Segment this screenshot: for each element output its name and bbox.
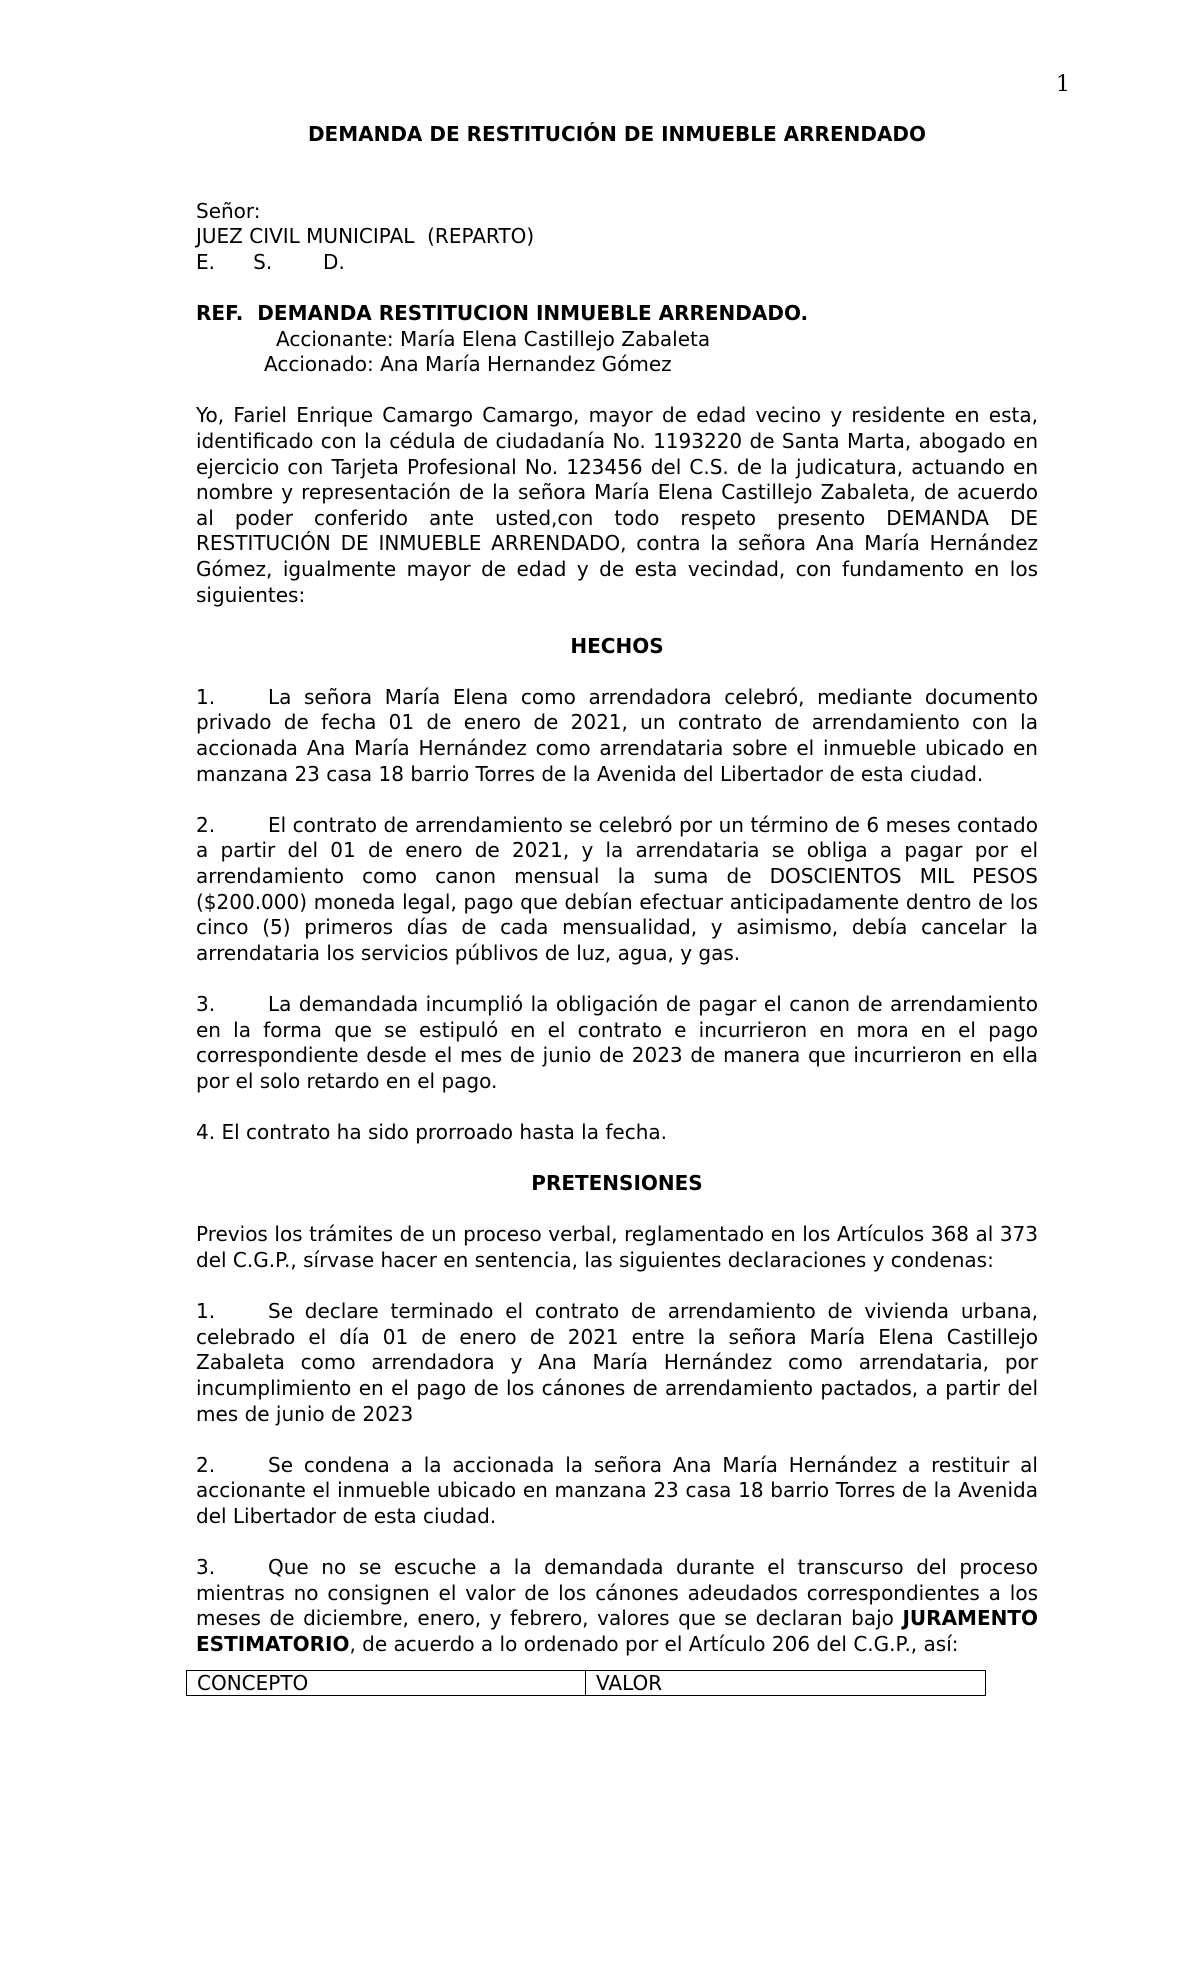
pretension-text: Se declare terminado el contrato de arrendamiento de vivienda urbana, celebrado el día 01 de enero de 2021 entre la señora María Elena Castillejo Zabaleta como arrendadora y Ana María Hernández como arrendataria, por incumplimiento en el pago de los cánones de arrendamiento pactados, a partir del mes de junio de 2023 — [196, 1299, 1038, 1426]
pretension-text-before: Que no se escuche a la demandada durante el transcurso del proceso mientras no consignen el valor de los cánones adeudados correspondientes a los meses de diciembre, enero, y febrero, valores que se declaran bajo — [196, 1555, 1038, 1631]
valores-table — [186, 1670, 986, 1696]
hechos-heading: HECHOS — [570, 633, 664, 658]
document-body — [196, 122, 1038, 1696]
table-header-valor: VALOR — [586, 1671, 986, 1696]
hechos-list — [196, 685, 1038, 1146]
hecho-item — [196, 992, 1038, 1094]
salutation: Señor: — [196, 198, 261, 223]
intro-paragraph: Yo, Fariel Enrique Camargo Camargo, mayor de edad vecino y residente en esta, identificado con la cédula de ciudadanía No. 1193220 de Santa Marta, abogado en ejercicio con Tarjeta Profesional No. 123456 del C.S. de la judicatura, actuando en nombre y representación de la señora María Elena Castillejo Zabaleta, de acuerdo al poder conferido ante usted,con todo respeto presento DEMANDA DE RESTITUCIÓN DE INMUEBLE ARRENDADO, contra la señora Ana María Hernández Gómez, igualmente mayor de edad y de esta vecindad, con fundamento en los siguientes: — [196, 403, 1038, 607]
hecho-number: 1. — [196, 684, 216, 709]
hecho-text: La demandada incumplió la obligación de pagar el canon de arrendamiento en la forma que se estipuló en el contrato e incurrieron en mora en el pago correspondiente desde el mes de junio de 2023 de manera que incurrieron en ella por el solo retardo en el pago. — [196, 992, 1038, 1093]
judge-line: JUEZ CIVIL MUNICIPAL (REPARTO) — [196, 224, 535, 249]
accionado-line: Accionado: Ana María Hernandez Gómez — [264, 352, 672, 377]
hecho-item — [196, 813, 1038, 967]
table-header-concepto: CONCEPTO — [187, 1671, 586, 1696]
document-title: DEMANDA DE RESTITUCIÓN DE INMUEBLE ARRENDADO — [307, 122, 927, 146]
table-header-row — [187, 1671, 986, 1696]
pretension-number: 1. — [196, 1299, 216, 1324]
pretension-text-after: , de acuerdo a lo ordenado por el Artículo 206 del C.G.P., así: — [349, 1631, 959, 1656]
hecho-number: 2. — [196, 812, 216, 837]
pretension-text: Se condena a la accionada la señora Ana María Hernández a restituir al accionante el inmueble ubicado en manzana 23 casa 18 barrio Torres de la Avenida del Libertador de esta ciudad. — [196, 1452, 1038, 1528]
page-number: 1 — [1056, 72, 1070, 97]
pretension-number: 2. — [196, 1452, 216, 1477]
hecho-item — [196, 1120, 1038, 1146]
hecho-text: El contrato de arrendamiento se celebró por un término de 6 meses contado a partir del 01 de enero de 2021, y la arrendataria se obliga a pagar por el arrendamiento como canon mensual la suma de DOSCIENTOS MIL PESOS ($200.000) moneda legal, pago que debían efectuar anticipadamente dentro de los cinco (5) primeros días de cada mensualidad, y asimismo, debía cancelar la arrendataria los servicios públivos de luz, agua, y gas. — [196, 812, 1038, 965]
reference-block — [196, 301, 1038, 378]
addressee-block — [196, 199, 1038, 276]
esd-line: E. S. D. — [196, 249, 345, 274]
hecho-number: 4. — [196, 1119, 216, 1144]
pretension-item — [196, 1555, 1038, 1657]
hecho-text: El contrato ha sido prorroado hasta la fecha. — [221, 1119, 667, 1144]
accionante-line: Accionante: María Elena Castillejo Zabaleta — [276, 326, 711, 351]
pretension-item — [196, 1299, 1038, 1427]
pretensiones-heading: PRETENSIONES — [531, 1171, 703, 1196]
juramento-estimatorio: JURAMENTO ESTIMATORIO — [196, 1606, 1038, 1656]
hecho-number: 3. — [196, 992, 216, 1016]
hecho-item — [196, 685, 1038, 787]
pretension-number: 3. — [196, 1555, 216, 1580]
reference-label: REF. DEMANDA RESTITUCION INMUEBLE ARRENDADO. — [196, 300, 809, 325]
hecho-text: La señora María Elena como arrendadora celebró, mediante documento privado de fecha 01 de enero de 2021, un contrato de arrendamiento con la accionada Ana María Hernández como arrendataria sobre el inmueble ubicado en manzana 23 casa 18 barrio Torres de la Avenida del Libertador de esta ciudad. — [196, 684, 1038, 786]
pretensiones-list — [196, 1299, 1038, 1657]
pretensiones-intro: Previos los trámites de un proceso verbal, reglamentado en los Artículos 368 al 373 del C.G.P., sírvase hacer en sentencia, las siguientes declaraciones y condenas: — [196, 1222, 1038, 1272]
pretension-item — [196, 1453, 1038, 1530]
